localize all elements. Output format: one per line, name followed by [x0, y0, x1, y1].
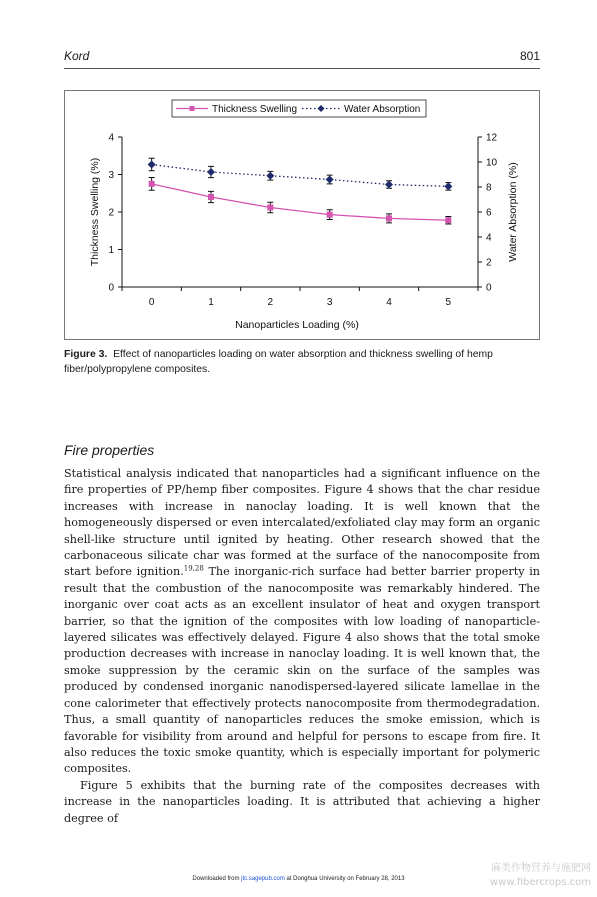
data-point-water	[444, 182, 452, 190]
legend-label-thickness: Thickness Swelling	[212, 104, 298, 115]
y-axis-title-right: Water Absorption (%)	[507, 162, 519, 262]
paragraph-1	[64, 466, 540, 778]
paragraph-2: Figure 5 exhibits that the burning rate of the composites decreases with increase in the nanoparticles loading. It is attributed that achieving a higher degree of	[64, 778, 540, 825]
caption-text: Effect of nanoparticles loading on water absorption and thickness swelling of hemp fiber/polypropylene composites.	[64, 349, 493, 375]
running-head-author: Kord	[64, 49, 90, 63]
x-tick-label: 2	[267, 297, 274, 308]
y-right-tick-label: 0	[486, 282, 492, 294]
series-line-1	[152, 165, 449, 187]
paragraph-1-part-b: The inorganic-rich surface had better barrier property in result that the combustion of the nanocomposite was remarkably hindered. The inorganic over coat acts as an excellent insulator of heat and oxygen transport barrier, so that the ignition of the composites with low loading of nanoparticle-layered silicates was effectively delayed. Figure 4 also shows that the total smoke production decreases with increase in nanoclay loading. It is well known that, the smoke suppression by the ceramic skin on the surface of the samples was produced by condensed inorganic nanodispersed-layered silicate lamellae in the cone calorimeter that effectively protects nanocomposite from thermodegradation. Thus, a small quantity of nanoparticles reduces the smoke emission, which is favorable for visibility from around and helpful for persons to escape from fire. It also reduces the toxic smoke quantity, which is especially important for polymeric composites.	[64, 565, 540, 776]
page-number: 801	[519, 49, 540, 63]
paragraph-1-part-a: Statistical analysis indicated that nanoparticles had a significant influence on the fire properties of PP/hemp fiber composites. Figure 4 shows that the char residue increases with increase in nanoclay loading. It is well known that the homogeneously dispersed or even intercalated/exfoliated clay may form an organic shell-like structure until ignited by heating. Other research showed that the carbonaceous silicate char was formed at the surface of the nanocomposite from start before ignition.	[64, 467, 540, 579]
data-point-thickness	[267, 205, 273, 211]
y-right-tick-label: 8	[486, 182, 492, 194]
y-axis-title-left: Thickness Swelling (%)	[89, 157, 101, 267]
data-point-thickness	[208, 194, 214, 200]
legend-label-water: Water Absorption	[344, 104, 421, 115]
y-right-tick-label: 12	[486, 132, 498, 144]
x-tick-label: 1	[208, 297, 214, 308]
y-left-tick-label: 0	[108, 282, 114, 294]
citation-ref: 19,28	[183, 564, 204, 573]
x-tick-label: 4	[386, 297, 392, 308]
watermark-line-1: 麻类作物营养与施肥网	[491, 863, 591, 874]
chart-series	[148, 158, 453, 224]
chart-frame	[65, 91, 540, 340]
data-point-thickness	[149, 181, 155, 187]
data-point-water	[148, 161, 156, 169]
y-right-tick-label: 6	[486, 207, 492, 219]
footer-link[interactable]: jtc.sagepub.com	[241, 876, 285, 882]
x-axis-title: Nanoparticles Loading (%)	[235, 319, 359, 331]
section-heading: Fire properties	[64, 442, 155, 458]
data-point-thickness	[445, 217, 451, 223]
data-point-water	[207, 168, 215, 176]
y-left-tick-label: 1	[108, 245, 114, 256]
data-point-water	[326, 176, 334, 184]
figure-chart	[64, 90, 540, 340]
x-tick-label: 3	[326, 297, 333, 308]
body-text	[64, 466, 540, 827]
watermark	[490, 862, 591, 890]
series-line-0	[152, 184, 449, 220]
y-left-tick-label: 4	[108, 132, 114, 144]
caption-label: Figure 3.	[64, 349, 108, 360]
y-right-tick-label: 4	[486, 232, 492, 244]
data-point-water	[266, 172, 274, 180]
y-right-tick-label: 2	[486, 257, 492, 269]
footer-prefix: Downloaded from	[192, 876, 242, 882]
footer-suffix: at Donghua University on February 28, 2013	[284, 876, 405, 882]
data-point-thickness	[327, 212, 333, 218]
chart-legend	[172, 100, 426, 117]
x-tick-label: 0	[148, 297, 155, 308]
y-right-tick-label: 10	[486, 157, 498, 169]
header-rule	[64, 68, 540, 69]
figure-caption	[64, 347, 540, 377]
data-point-thickness	[386, 215, 392, 221]
x-tick-label: 5	[445, 297, 452, 308]
watermark-line-2: www.fibercrops.com	[489, 877, 591, 888]
data-point-water	[385, 181, 393, 189]
y-left-tick-label: 3	[108, 170, 114, 181]
legend-marker-thickness	[190, 106, 195, 111]
y-left-tick-label: 2	[108, 207, 114, 219]
